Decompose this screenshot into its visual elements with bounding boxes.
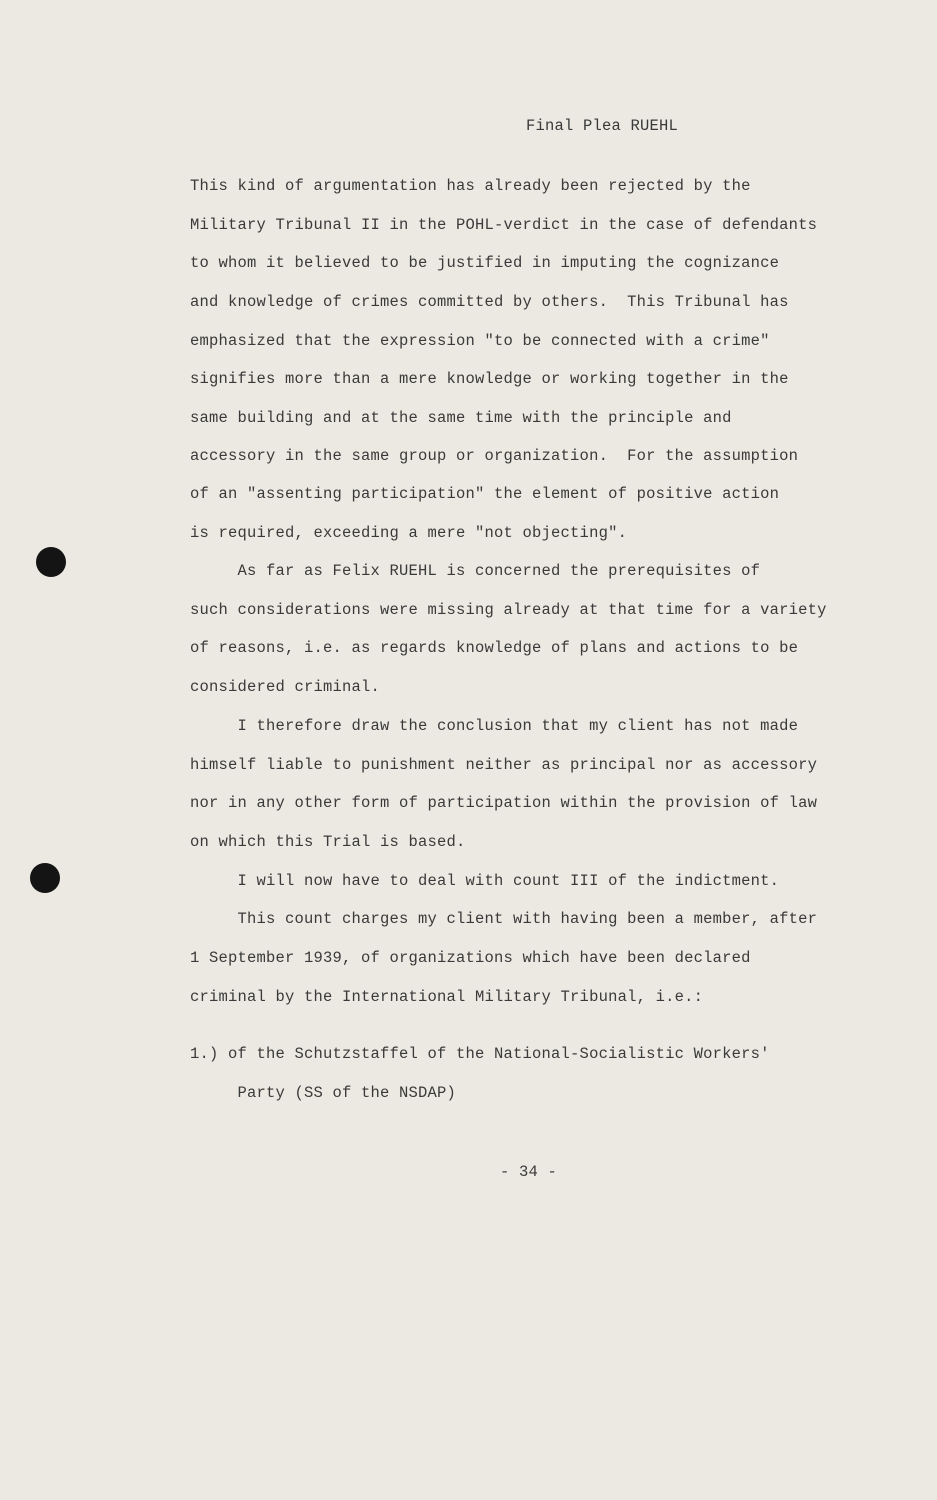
text-line: of an "assenting participation" the element of positive action xyxy=(190,485,780,503)
text-line: This count charges my client with having been a member, after xyxy=(190,910,818,928)
text-line: Military Tribunal II in the POHL-verdict in the case of defendants xyxy=(190,216,818,234)
text-line: himself liable to punishment neither as principal nor as accessory xyxy=(190,756,818,774)
text-line: 1 September 1939, of organizations which have been declared xyxy=(190,949,751,967)
punch-hole-bottom xyxy=(30,863,60,893)
text-line: accessory in the same group or organization. For the assumption xyxy=(190,447,799,465)
text-line: 1.) of the Schutzstaffel of the National-Socialistic Workers' xyxy=(190,1045,770,1063)
punch-hole-top xyxy=(36,547,66,577)
text-line: on which this Trial is based. xyxy=(190,833,466,851)
text-line: nor in any other form of participation within the provision of law xyxy=(190,794,818,812)
text-line: Party (SS of the NSDAP) xyxy=(190,1084,457,1102)
text-line: to whom it believed to be justified in imputing the cognizance xyxy=(190,254,780,272)
text-line: of reasons, i.e. as regards knowledge of plans and actions to be xyxy=(190,639,799,657)
text-line: I therefore draw the conclusion that my client has not made xyxy=(190,717,799,735)
text-line: criminal by the International Military Tribunal, i.e.: xyxy=(190,988,704,1006)
text-line: emphasized that the expression "to be connected with a crime" xyxy=(190,332,770,350)
text-line: such considerations were missing already at that time for a variety xyxy=(190,601,827,619)
text-line: I will now have to deal with count III of the indictment. xyxy=(190,872,780,890)
text-line: considered criminal. xyxy=(190,678,381,696)
text-line: As far as Felix RUEHL is concerned the prerequisites of xyxy=(190,562,761,580)
text-line: is required, exceeding a mere "not objecting". xyxy=(190,524,628,542)
text-line: This kind of argumentation has already been rejected by the xyxy=(190,177,751,195)
page-number: - 34 - xyxy=(500,1163,558,1181)
text-line: signifies more than a mere knowledge or working together in the xyxy=(190,370,789,388)
page-header: Final Plea RUEHL xyxy=(526,117,679,135)
text-line: same building and at the same time with the principle and xyxy=(190,409,732,427)
text-line: and knowledge of crimes committed by others. This Tribunal has xyxy=(190,293,789,311)
